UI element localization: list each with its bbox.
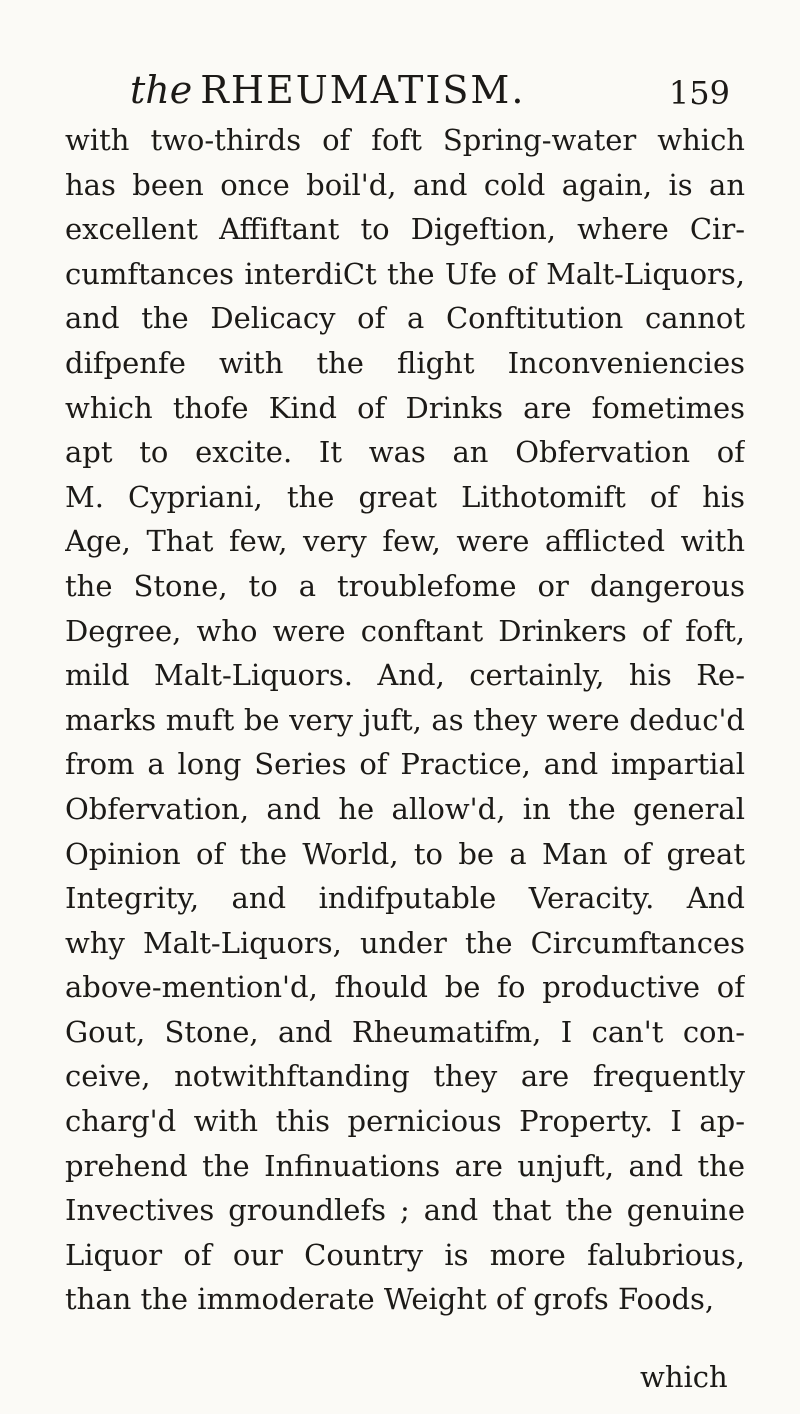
text-line: mild Malt-Liquors. And, certainly, his Re- [65, 658, 745, 693]
text-line: marks muft be very juft, as they were deduc'd [65, 702, 745, 737]
body-text [65, 118, 745, 1322]
running-head-lead-word: the [130, 68, 193, 112]
page-number: 159 [668, 74, 730, 112]
text-line: Gout, Stone, and Rheumatifm, I can't con- [65, 1014, 745, 1049]
text-line: than the immoderate Weight of grofs Foods, [65, 1282, 715, 1317]
text-line: M. Cypriani, the great Lithotomift of his [65, 479, 745, 514]
text-line: apt to excite. It was an Obfervation of [65, 435, 745, 470]
text-line: prehend the Infinuations are unjuft, and the [65, 1148, 745, 1183]
text-line: difpenfe with the flight Inconveniencies [65, 345, 745, 380]
page-header [130, 68, 730, 118]
text-line: Obfervation, and he allow'd, in the general [65, 791, 745, 826]
text-line: Age, That few, very few, were afflicted with [65, 524, 745, 559]
text-line: above-mention'd, fhould be fo productive of [65, 970, 745, 1005]
text-line: has been once boil'd, and cold again, is an [65, 167, 745, 202]
running-head [130, 68, 525, 112]
text-line: why Malt-Liquors, under the Circumftances [65, 925, 745, 960]
text-line: ceive, notwithftanding they are frequently [65, 1059, 745, 1094]
text-line: Liquor of our Country is more falubrious, [65, 1237, 745, 1272]
text-line: Opinion of the World, to be a Man of great [65, 836, 745, 871]
text-line: Degree, who were conftant Drinkers of foft, [65, 613, 745, 648]
text-line: excellent Affiftant to Digeftion, where Cir- [65, 212, 745, 247]
text-line: from a long Series of Practice, and impartial [65, 747, 745, 782]
text-line: with two-thirds of foft Spring-water which [65, 123, 745, 157]
text-line: the Stone, to a troublefome or dangerous [65, 568, 745, 603]
catchword: which [640, 1360, 728, 1394]
text-line: Integrity, and indifputable Veracity. And [65, 881, 745, 916]
text-line: and the Delicacy of a Conftitution cannot [65, 301, 745, 336]
text-line: charg'd with this pernicious Property. I ap- [65, 1104, 745, 1139]
text-line: Invectives groundlefs ; and that the genuine [65, 1193, 745, 1228]
running-head-title: RHEUMATISM. [200, 68, 526, 112]
text-line: cumftances interdiCt the Ufe of Malt-Liquors, [65, 256, 745, 291]
text-line: which thofe Kind of Drinks are fometimes [65, 390, 745, 425]
